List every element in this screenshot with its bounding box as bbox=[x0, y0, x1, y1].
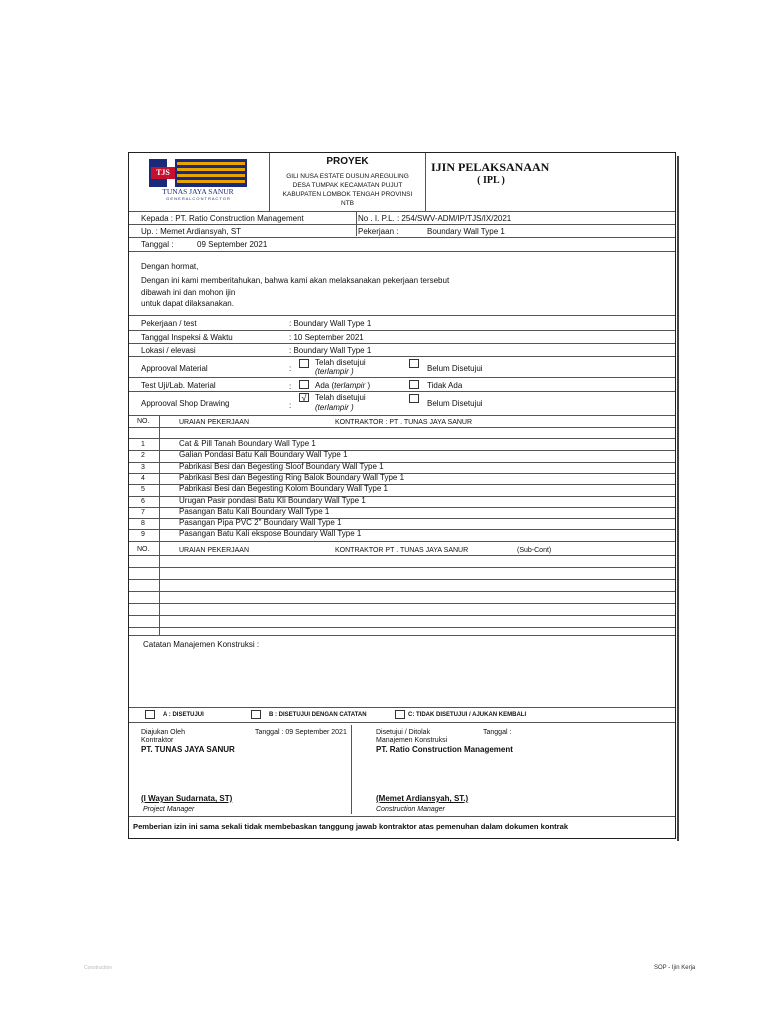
disclaimer: Pemberian izin ini sama sekali tidak membebaskan tanggung jawab kontraktor atas pemenuhan dalam dokumen kontrak bbox=[133, 822, 569, 831]
row-divider bbox=[129, 541, 675, 542]
work-item-no: 6 bbox=[141, 497, 145, 505]
work-item-text: Pasangan Batu Kali Boundary Wall Type 1 bbox=[179, 506, 330, 516]
sub-row-divider bbox=[129, 603, 675, 604]
work-item-no: 5 bbox=[141, 486, 145, 494]
work-item-text: Pabrikasi Besi dan Begesting Kolom Boundary Wall Type 1 bbox=[179, 484, 389, 494]
material-pending-label: Belum Disetujui bbox=[427, 364, 483, 373]
approved-date-label: Tanggal : bbox=[483, 729, 512, 736]
letter-line: dibawah ini dan mohon ijin bbox=[141, 288, 236, 297]
footer-left: Construction bbox=[84, 965, 113, 971]
detail-value: : Boundary Wall Type 1 bbox=[289, 319, 372, 328]
colon: : bbox=[289, 364, 292, 373]
work-item-no: 1 bbox=[141, 441, 145, 448]
submitter-company: PT. TUNAS JAYA SANUR bbox=[141, 745, 235, 754]
decision-b-label: B : DISETUJUI DENGAN CATATAN bbox=[269, 712, 367, 718]
detail-value: : Boundary Wall Type 1 bbox=[289, 346, 372, 355]
work-item-text: Cat & Pill Tanah Boundary Wall Type 1 bbox=[179, 439, 316, 448]
colon: : bbox=[289, 382, 292, 391]
work-item-no: 8 bbox=[141, 520, 145, 528]
sub-col-kontraktor-header: KONTRAKTOR PT . TUNAS JAYA SANUR bbox=[335, 547, 469, 554]
work-item-text: Galian Pondasi Batu Kali Boundary Wall Type 1 bbox=[179, 450, 348, 460]
shop-pending-label: Belum Disetujui bbox=[427, 399, 483, 408]
material-approved-checkbox[interactable] bbox=[299, 359, 309, 368]
approver-name: (Memet Ardiansyah, ST.) bbox=[376, 794, 469, 803]
sub-row-divider bbox=[129, 579, 675, 580]
divider bbox=[129, 427, 675, 428]
divider bbox=[129, 343, 675, 344]
project-address: GILI NUSA ESTATE DUSUN AREGULING DESA TUMPAK KECAMATAN PUJUT KABUPATEN LOMBOK TENGAH PROVINSI NTB bbox=[282, 173, 413, 207]
company-tagline: G E N E R A L C O N T R A C T O R bbox=[166, 196, 230, 201]
sub-row-divider bbox=[129, 615, 675, 616]
work-item-text: Urugan Pasir pondasi Batu Kli Boundary Wall Type 1 bbox=[179, 495, 366, 505]
detail-value: : 10 September 2021 bbox=[289, 333, 364, 342]
detail-label: Pekerjaan / test bbox=[141, 319, 197, 328]
project-heading: PROYEK bbox=[326, 156, 369, 167]
material-approved-label: Telah disetujui bbox=[315, 358, 366, 367]
ipl-form bbox=[128, 152, 676, 839]
tanggal-label: Tanggal : bbox=[141, 240, 174, 249]
colon: : bbox=[289, 401, 292, 410]
up-field: Up. : Memet Ardiansyah, ST bbox=[141, 227, 242, 236]
divider bbox=[129, 415, 675, 416]
test-ada-label: Ada (terlampir ) bbox=[315, 381, 371, 390]
material-pending-checkbox[interactable] bbox=[409, 359, 419, 368]
divider bbox=[425, 153, 426, 212]
divider bbox=[159, 415, 160, 547]
decision-c-label: C: TIDAK DISETUJUI / AJUKAN KEMBALI bbox=[408, 712, 527, 718]
sub-row-divider bbox=[129, 555, 675, 556]
decision-c-checkbox[interactable] bbox=[395, 710, 405, 719]
logo-mark: TJS bbox=[151, 167, 175, 179]
shop-approved-note: (terlampir ) bbox=[315, 403, 354, 412]
divider bbox=[129, 816, 675, 817]
approver-role: Construction Manager bbox=[376, 806, 445, 813]
document-title: IJIN PELAKSANAAN bbox=[431, 160, 550, 174]
submitted-by-role: Kontraktor bbox=[141, 737, 174, 744]
footer-right: SOP - Ijin Kerja bbox=[654, 965, 696, 971]
submitted-by-label: Diajukan Oleh bbox=[141, 729, 185, 736]
divider bbox=[129, 391, 675, 392]
sub-col-no-header: NO. bbox=[137, 546, 150, 553]
divider bbox=[129, 237, 675, 238]
shop-drawing-label: Approoval Shop Drawing bbox=[141, 399, 230, 408]
no-ipl-field: No . I. P.L. : 254/SWV-ADM/IP/TJS/IX/2021 bbox=[358, 214, 512, 223]
divider bbox=[129, 356, 675, 357]
test-tidak-ada-label: Tidak Ada bbox=[427, 381, 463, 390]
pekerjaan-value: Boundary Wall Type 1 bbox=[427, 227, 505, 236]
sub-row-divider bbox=[129, 635, 675, 636]
test-material-label: Test Uji/Lab. Material bbox=[141, 381, 216, 390]
decision-a-checkbox[interactable] bbox=[145, 710, 155, 719]
decision-b-checkbox[interactable] bbox=[251, 710, 261, 719]
work-item-no: 7 bbox=[141, 508, 145, 516]
col-kontraktor-header: KONTRAKTOR : PT . TUNAS JAYA SANUR bbox=[335, 419, 473, 426]
shop-approved-label: Telah disetujui bbox=[315, 393, 366, 402]
divider bbox=[129, 707, 675, 708]
letter-line: Dengan ini kami memberitahukan, bahwa kami akan melaksanakan pekerjaan tersebut bbox=[141, 276, 450, 285]
test-tidak-ada-checkbox[interactable] bbox=[409, 380, 419, 389]
work-item-no: 2 bbox=[141, 452, 145, 460]
kepada-field: Kepada : PT. Ratio Construction Management bbox=[141, 214, 304, 223]
material-approved-note: (terlampir ) bbox=[315, 367, 354, 376]
company-logo bbox=[149, 159, 247, 199]
sub-col-uraian-header: URAIAN PEKERJAAN bbox=[179, 547, 250, 554]
work-item-text: Pasangan Batu Kali ekspose Boundary Wall Type 1 bbox=[179, 529, 362, 539]
work-item-no: 4 bbox=[141, 474, 145, 482]
work-item-text: Pabrikasi Besi dan Begesting Sloof Boundary Wall Type 1 bbox=[179, 461, 384, 471]
submitter-role: Project Manager bbox=[143, 806, 195, 813]
divider bbox=[129, 224, 675, 225]
divider bbox=[129, 315, 675, 316]
test-ada-checkbox[interactable] bbox=[299, 380, 309, 389]
divider bbox=[129, 722, 675, 723]
sub-col-subcont-header: (Sub-Cont) bbox=[517, 547, 552, 554]
approval-material-label: Approoval Material bbox=[141, 364, 208, 373]
work-item-no: 3 bbox=[141, 463, 145, 471]
submitted-date: Tanggal : 09 September 2021 bbox=[255, 729, 347, 736]
catatan-label: Catatan Manajemen Konstruksi : bbox=[143, 640, 260, 649]
letter-line: untuk dapat dilaksanakan. bbox=[141, 299, 234, 308]
divider bbox=[351, 725, 352, 814]
approver-company: PT. Ratio Construction Management bbox=[376, 745, 513, 754]
sub-row-divider bbox=[129, 567, 675, 568]
approved-by-label: Disetujui / Ditolak bbox=[376, 729, 431, 736]
decision-a-label: A : DISETUJUI bbox=[163, 712, 204, 718]
divider bbox=[129, 377, 675, 378]
work-item-text: Pabrikasi Besi dan Begesting Ring Balok Boundary Wall Type 1 bbox=[179, 472, 405, 482]
letter-salutation: Dengan hormat, bbox=[141, 262, 199, 271]
tanggal-value: 09 September 2021 bbox=[197, 240, 268, 249]
shop-approved-checkbox[interactable]: √ bbox=[299, 393, 309, 402]
sub-row-divider bbox=[129, 627, 675, 628]
detail-label: Tanggal Inspeksi & Waktu bbox=[141, 333, 233, 342]
work-item-text: Pasangan Pipa PVC 2" Boundary Wall Type 1 bbox=[179, 518, 342, 528]
divider bbox=[129, 211, 675, 212]
col-uraian-header: URAIAN PEKERJAAN bbox=[179, 419, 250, 426]
shop-pending-checkbox[interactable] bbox=[409, 394, 419, 403]
work-item-no: 9 bbox=[141, 531, 145, 539]
submitter-name: (I Wayan Sudarnata, ST) bbox=[141, 794, 233, 803]
divider bbox=[129, 251, 675, 252]
pekerjaan-label: Pekerjaan : bbox=[358, 227, 399, 236]
sub-row-divider bbox=[129, 591, 675, 592]
company-name: TUNAS JAYA SANUR bbox=[162, 187, 234, 196]
approved-by-role: Manajemen Konstruksi bbox=[376, 737, 448, 744]
col-no-header: NO. bbox=[137, 418, 150, 425]
detail-label: Lokasi / elevasi bbox=[141, 346, 196, 355]
document-subtitle: ( IPL ) bbox=[477, 175, 505, 186]
divider bbox=[129, 330, 675, 331]
